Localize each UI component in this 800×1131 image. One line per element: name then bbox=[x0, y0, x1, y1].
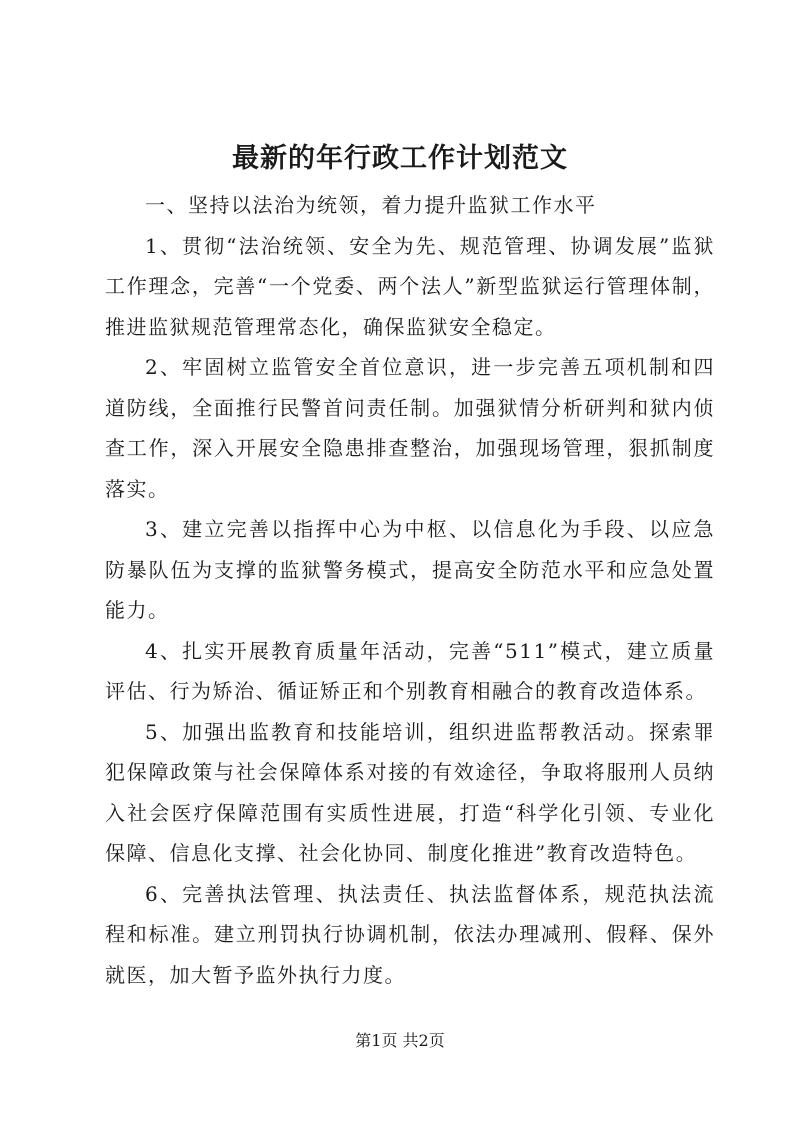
page-number-footer: 第1页 共2页 bbox=[355, 1031, 445, 1050]
document-title: 最新的年行政工作计划范文 bbox=[232, 143, 568, 174]
paragraph-3: 3、建立完善以指挥中心为中枢、以信息化为手段、以应急防暴队伍为支撑的监狱警务模式，提高安全防范水平和应急处置能力。 bbox=[105, 517, 715, 622]
paragraph-6: 6、完善执法管理、执法责任、执法监督体系，规范执法流程和标准。建立刑罚执行协调机制，依法办理减刑、假释、保外就医，加大暂予监外执行力度。 bbox=[105, 881, 715, 987]
document-body bbox=[105, 185, 715, 995]
paragraph-4: 4、扎实开展教育质量年活动，完善“511”模式，建立质量评估、行为矫治、循证矫正和个别教育相融合的教育改造体系。 bbox=[105, 638, 715, 703]
section-heading: 一、坚持以法治为统领，着力提升监狱工作水平 bbox=[145, 193, 597, 217]
paragraph-1: 1、贯彻“法治统领、安全为先、规范管理、协调发展”监狱工作理念，完善“一个党委、两个法人”新型监狱运行管理体制，推进监狱规范管理常态化，确保监狱安全稳定。 bbox=[105, 233, 715, 339]
paragraph-5: 5、加强出监教育和技能培训，组织进监帮教活动。探索罪犯保障政策与社会保障体系对接的有效途径，争取将服刑人员纳入社会医疗保障范围有实质性进展，打造“科学化引领、专业化保障、信息化支撑、社会化协同、制度化推进”教育改造特色。 bbox=[105, 719, 715, 865]
paragraph-2: 2、牢固树立监管安全首位意识，进一步完善五项机制和四道防线，全面推行民警首问责任制。加强狱情分析研判和狱内侦查工作，深入开展安全隐患排查整治，加强现场管理，狠抓制度落实。 bbox=[105, 355, 715, 501]
